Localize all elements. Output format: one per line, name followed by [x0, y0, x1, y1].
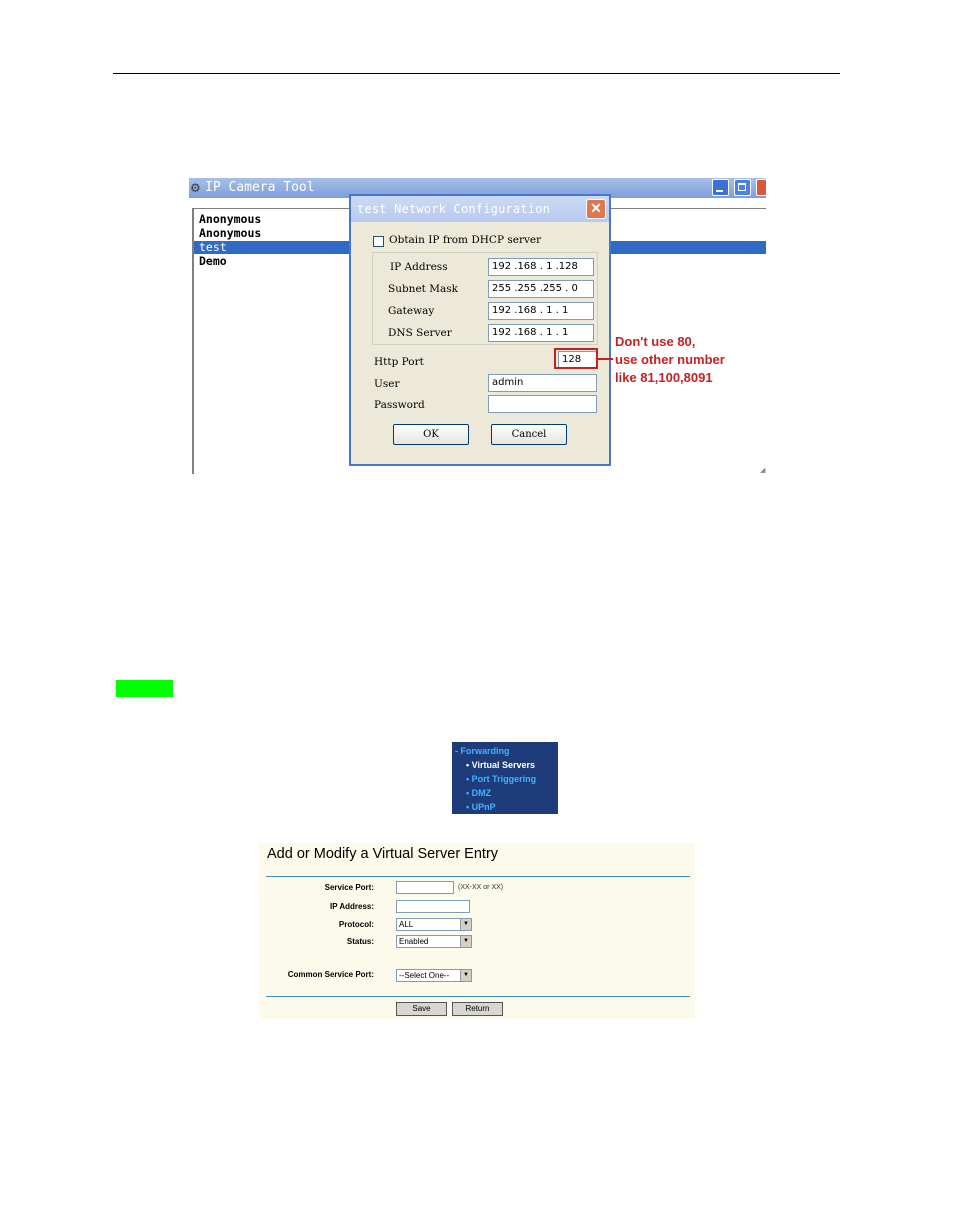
maximize-button[interactable]: [734, 179, 751, 196]
user-field[interactable]: admin: [488, 374, 597, 392]
dialog-title: test Network Configuration: [357, 202, 551, 216]
forwarding-section-link[interactable]: - Forwarding: [455, 746, 510, 756]
window-title: IP Camera Tool: [205, 180, 315, 195]
nav-item-port-triggering[interactable]: • Port Triggering: [466, 774, 537, 784]
common-service-port-select[interactable]: [396, 969, 472, 982]
service-port-label: Service Port:: [324, 883, 374, 892]
chevron-down-icon: ▼: [460, 936, 471, 947]
dns-server-label: DNS Server: [388, 327, 452, 339]
status-label: Status:: [346, 937, 374, 946]
ip-address-field[interactable]: 192 .168 . 1 .128: [488, 258, 594, 276]
chevron-down-icon: ▼: [460, 970, 471, 981]
camera-app-icon: ⚙: [190, 181, 201, 195]
http-port-highlight-box: [554, 348, 598, 369]
form-top-divider: [266, 876, 690, 877]
green-highlight-marker: [116, 680, 173, 697]
network-configuration-dialog: [349, 194, 611, 466]
subnet-mask-label: Subnet Mask: [388, 283, 458, 295]
gateway-field[interactable]: 192 .168 . 1 . 1: [488, 302, 594, 320]
cancel-button[interactable]: Cancel: [491, 424, 567, 445]
subnet-mask-field[interactable]: 255 .255 .255 . 0: [488, 280, 594, 298]
service-port-hint: (XX-XX or XX): [458, 884, 504, 891]
save-button[interactable]: Save: [396, 1002, 447, 1016]
virtual-server-form: [259, 843, 695, 1019]
protocol-value: ALL: [399, 920, 414, 929]
form-title: Add or Modify a Virtual Server Entry: [267, 846, 499, 862]
device-list-item[interactable]: Demo: [199, 254, 227, 268]
callout-connector: [598, 358, 613, 360]
user-label: User: [374, 378, 400, 390]
status-select[interactable]: [396, 935, 472, 948]
nav-item-virtual-servers[interactable]: • Virtual Servers: [466, 760, 536, 770]
header-rule: [113, 73, 840, 74]
router-forwarding-menu: [452, 742, 558, 814]
nav-item-dmz[interactable]: • DMZ: [466, 788, 492, 798]
nav-item-upnp[interactable]: • UPnP: [466, 802, 496, 812]
close-icon: ✕: [590, 200, 602, 216]
password-field[interactable]: [488, 395, 597, 413]
dns-server-field[interactable]: 192 .168 . 1 . 1: [488, 324, 594, 342]
window-close-button[interactable]: [756, 179, 766, 196]
note-line-2: use other number: [615, 352, 725, 367]
device-list-item[interactable]: Anonymous: [199, 212, 262, 226]
minimize-button[interactable]: [712, 179, 729, 196]
note-line-3: like 81,100,8091: [615, 370, 713, 385]
device-list-item-selected[interactable]: test: [194, 241, 766, 254]
ip-address-label: IP Address:: [329, 902, 374, 911]
protocol-select[interactable]: [396, 918, 472, 931]
return-button[interactable]: Return: [452, 1002, 503, 1016]
dhcp-label: Obtain IP from DHCP server: [389, 234, 542, 246]
form-bottom-divider: [266, 996, 690, 997]
ok-button[interactable]: OK: [393, 424, 469, 445]
status-value: Enabled: [399, 937, 429, 946]
resize-grip-icon: ◢: [760, 467, 766, 474]
password-label: Password: [374, 399, 425, 411]
service-port-input[interactable]: [396, 881, 454, 894]
chevron-down-icon: ▼: [460, 919, 471, 930]
protocol-label: Protocol:: [338, 920, 374, 929]
common-service-port-label: Common Service Port:: [287, 970, 374, 979]
dialog-close-button[interactable]: [586, 199, 606, 219]
server-ip-address-input[interactable]: [396, 900, 470, 913]
port-warning-note: [615, 333, 755, 387]
dhcp-checkbox[interactable]: [373, 236, 384, 247]
http-port-label: Http Port: [374, 356, 424, 368]
note-line-1: Don't use 80,: [615, 334, 696, 349]
dialog-titlebar[interactable]: [351, 196, 609, 222]
common-service-port-value: --Select One--: [399, 971, 450, 980]
device-list-item[interactable]: Anonymous: [199, 226, 262, 240]
gateway-label: Gateway: [388, 305, 435, 317]
http-port-field[interactable]: 128: [558, 351, 597, 369]
ip-address-label: IP Address: [390, 261, 448, 273]
